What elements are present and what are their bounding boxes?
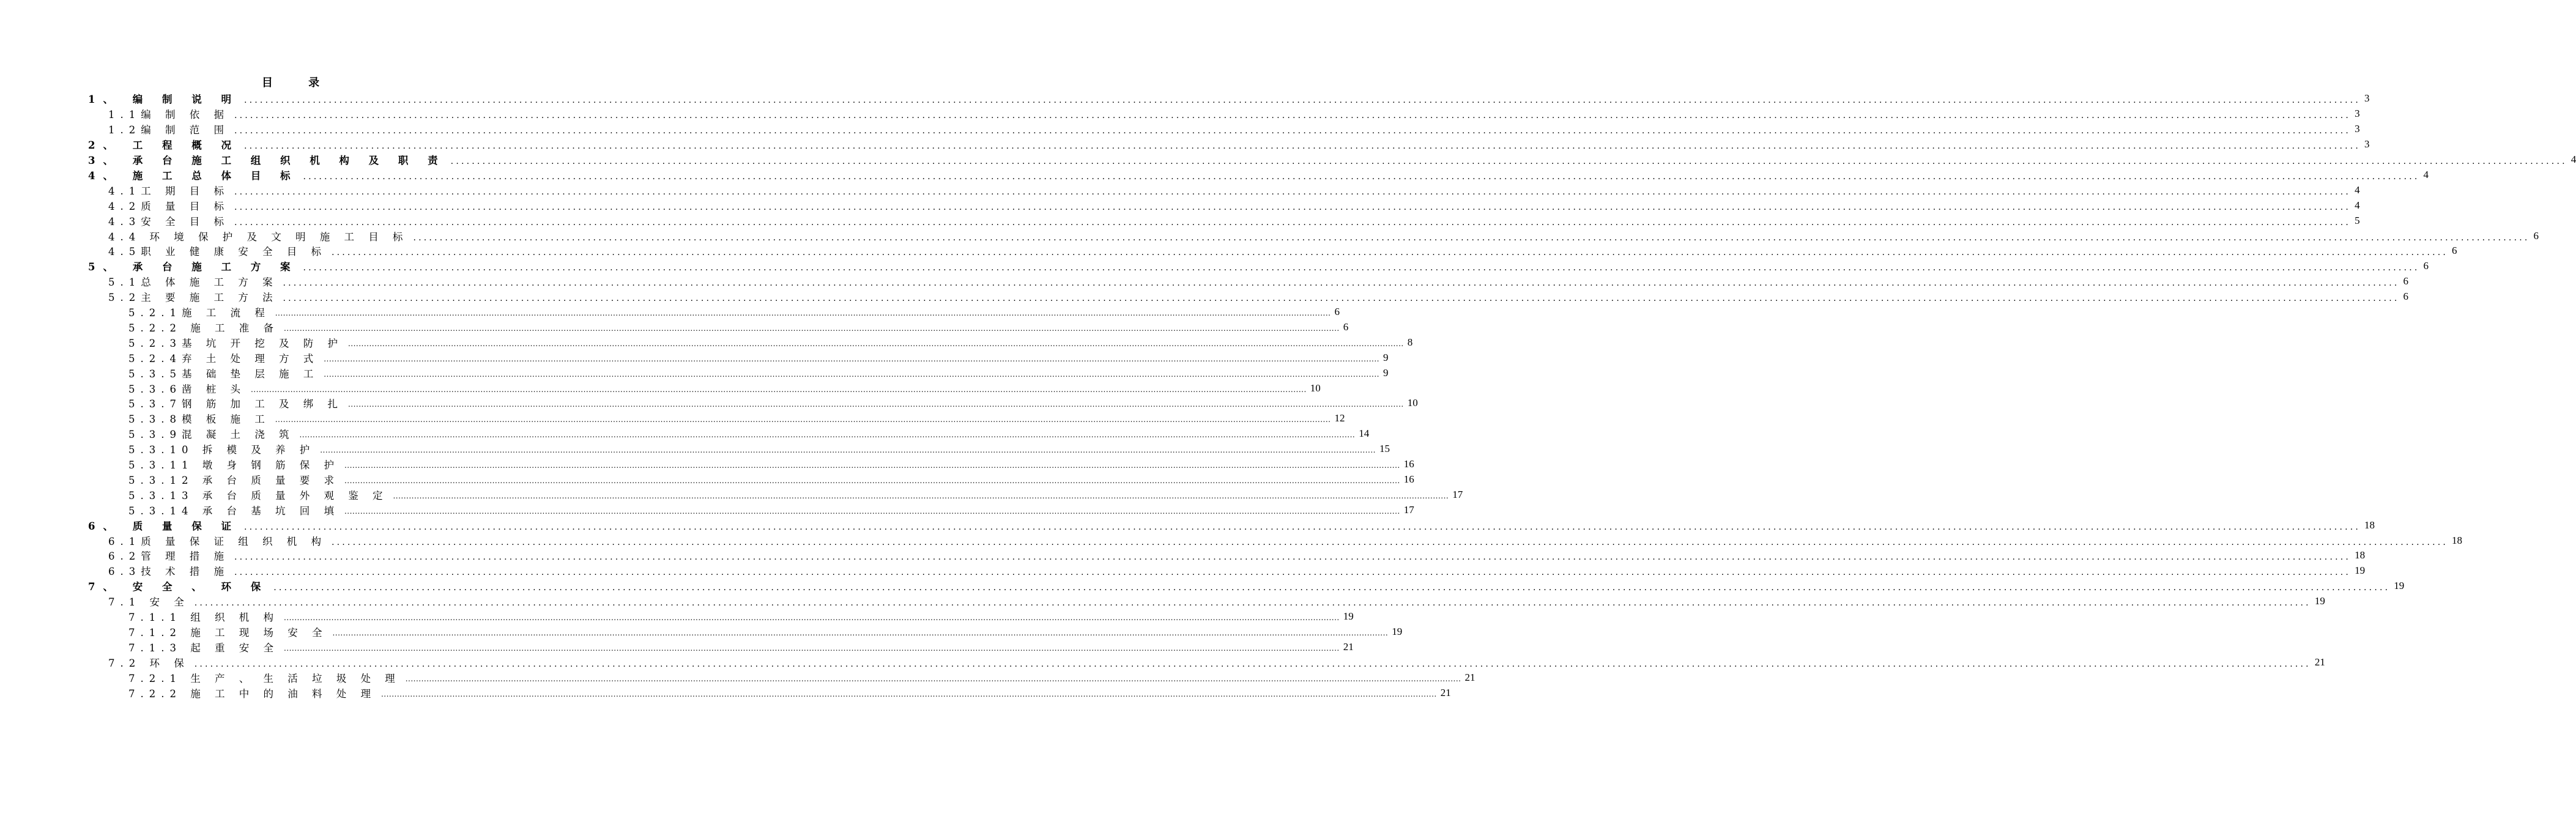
toc-entry[interactable] <box>108 533 2463 548</box>
toc-entry[interactable] <box>108 548 2366 563</box>
toc-entry-page-number: 6 <box>2452 245 2457 257</box>
toc-entry[interactable] <box>108 594 2325 609</box>
toc-entry[interactable] <box>108 243 2457 259</box>
toc-entry[interactable] <box>108 563 2366 579</box>
toc-entry[interactable] <box>108 228 2539 243</box>
toc-leader-dots: ................................................................................................................................................................................................................................................................................................................................................................................................................ <box>243 95 2361 106</box>
toc-entry[interactable] <box>128 305 1340 320</box>
toc-entry-label: 5.3.6凿 桩 头 <box>128 383 246 395</box>
toc-leader-dots: ................................................................................................................................................................................................................................................................................................................................................................................................................ <box>324 354 1379 363</box>
toc-entry-page-number: 3 <box>2364 92 2370 105</box>
toc-entry[interactable] <box>128 380 1321 396</box>
toc-entry-label: 4.5职 业 健 康 安 全 目 标 <box>108 246 327 258</box>
toc-entry-page-number: 4 <box>2423 168 2429 180</box>
toc-leader-dots: ................................................................................................................................................................................................................................................................................................................................................................................................................ <box>413 232 2530 243</box>
toc-entry[interactable] <box>128 609 1354 624</box>
toc-entry[interactable] <box>108 122 2360 137</box>
toc-entry-page-number: 12 <box>1334 412 1345 424</box>
toc-leader-dots: ................................................................................................................................................................................................................................................................................................................................................................................................................ <box>347 339 1404 348</box>
toc-entry-page-number: 21 <box>1440 686 1451 698</box>
toc-entry-label: 7.1.3 起 重 安 全 <box>128 642 279 654</box>
toc-entry-page-number: 9 <box>1383 366 1389 379</box>
toc-entry-page-number: 4 <box>2355 199 2360 211</box>
toc-entry[interactable] <box>128 639 1354 654</box>
toc-leader-dots: ................................................................................................................................................................................................................................................................................................................................................................................................................ <box>405 674 1461 683</box>
toc-entry[interactable] <box>88 259 2429 274</box>
toc-entry-page-number: 10 <box>1310 382 1321 394</box>
toc-entry-label: 3、 承 台 施 工 组 织 机 构 及 职 责 <box>88 155 446 167</box>
toc-entry-page-number: 3 <box>2364 138 2370 150</box>
toc-leader-dots: ................................................................................................................................................................................................................................................................................................................................................................................................................ <box>234 202 2351 212</box>
toc-entry-label: 5.3.13 承 台 质 量 外 观 鉴 定 <box>128 489 388 502</box>
toc-entry-label: 2、 工 程 概 况 <box>88 139 239 152</box>
toc-leader-dots: ................................................................................................................................................................................................................................................................................................................................................................................................................ <box>303 171 2420 182</box>
toc-entry-page-number: 21 <box>1464 671 1475 683</box>
toc-leader-dots: ................................................................................................................................................................................................................................................................................................................................................................................................................ <box>275 415 1331 424</box>
toc-leader-dots: ................................................................................................................................................................................................................................................................................................................................................................................................................ <box>283 294 2400 304</box>
toc-entry-label: 6.3技 术 措 施 <box>108 566 229 578</box>
toc-entry-page-number: 6 <box>1343 320 1349 333</box>
toc-entry-label: 1.1编 制 依 据 <box>108 109 229 121</box>
toc-entry-page-number: 5 <box>2355 214 2360 226</box>
toc-leader-dots: ................................................................................................................................................................................................................................................................................................................................................................................................................ <box>324 369 1379 379</box>
toc-entry[interactable] <box>128 472 1414 487</box>
toc-entry[interactable] <box>88 168 2429 183</box>
toc-leader-dots: ................................................................................................................................................................................................................................................................................................................................................................................................................ <box>275 309 1331 318</box>
toc-entry[interactable] <box>108 182 2360 198</box>
toc-entry[interactable] <box>128 502 1414 517</box>
toc-entry-page-number: 16 <box>1403 458 1414 470</box>
toc-entry-page-number: 16 <box>1403 473 1414 485</box>
toc-entry[interactable] <box>128 350 1389 365</box>
toc-entry-label: 4.3安 全 目 标 <box>108 215 229 228</box>
toc-entry-page-number: 21 <box>1343 640 1354 653</box>
toc-leader-dots: ................................................................................................................................................................................................................................................................................................................................................................................................................ <box>380 689 1437 698</box>
toc-leader-dots: ................................................................................................................................................................................................................................................................................................................................................................................................................ <box>344 506 1400 516</box>
toc-leader-dots: ................................................................................................................................................................................................................................................................................................................................................................................................................ <box>283 324 1340 333</box>
toc-leader-dots: ................................................................................................................................................................................................................................................................................................................................................................................................................ <box>320 446 1376 455</box>
toc-leader-dots: ................................................................................................................................................................................................................................................................................................................................................................................................................ <box>243 141 2361 152</box>
toc-entry-page-number: 3 <box>2355 123 2360 135</box>
toc-entry-page-number: 4 <box>2355 183 2360 196</box>
toc-entry-label: 7、 安 全 、 环 保 <box>88 581 269 593</box>
toc-entry-page-number: 19 <box>2355 565 2366 577</box>
toc-entry-page-number: 6 <box>2403 291 2409 303</box>
toc-entry-label: 7.2.2 施 工 中 的 油 料 处 理 <box>128 687 376 700</box>
toc-entry-label: 7.1.1 组 织 机 构 <box>128 612 279 624</box>
toc-entry-label: 1、 编 制 说 明 <box>88 94 239 106</box>
toc-leader-dots: ................................................................................................................................................................................................................................................................................................................................................................................................................ <box>273 583 2391 593</box>
toc-entry-label: 6.1质 量 保 证 组 织 机 构 <box>108 535 327 547</box>
toc-entry-label: 5.3.5基 础 垫 层 施 工 <box>128 368 319 380</box>
toc-entry-label: 7.2.1 生 产 、 生 活 垃 圾 处 理 <box>128 672 401 684</box>
toc-entry-page-number: 9 <box>1383 351 1389 363</box>
toc-entry[interactable] <box>88 137 2370 152</box>
toc-entry-label: 6、 质 量 保 证 <box>88 520 239 532</box>
toc-entry[interactable] <box>108 106 2360 122</box>
toc-entry[interactable] <box>128 365 1389 380</box>
toc-leader-dots: ................................................................................................................................................................................................................................................................................................................................................................................................................ <box>283 643 1340 653</box>
toc-entry[interactable] <box>128 442 1390 457</box>
toc-entry-label: 5.3.7钢 筋 加 工 及 绑 扎 <box>128 398 343 410</box>
toc-entry[interactable] <box>108 289 2409 305</box>
toc-entry-page-number: 19 <box>2314 595 2325 607</box>
toc-entry[interactable] <box>128 335 1413 350</box>
toc-entry-page-number: 19 <box>1343 610 1354 623</box>
toc-entry-page-number: 4 <box>2570 154 2576 166</box>
toc-entry-page-number: 21 <box>2314 656 2325 668</box>
toc-leader-dots: ................................................................................................................................................................................................................................................................................................................................................................................................................ <box>303 263 2420 273</box>
toc-entry-page-number: 19 <box>2394 580 2405 592</box>
toc-leader-dots: ................................................................................................................................................................................................................................................................................................................................................................................................................ <box>243 522 2361 532</box>
toc-entry-label: 5.1总 体 施 工 方 案 <box>108 276 278 289</box>
toc-entry[interactable] <box>108 654 2325 670</box>
toc-entry-label: 1.2编 制 范 围 <box>108 124 229 136</box>
toc-entry-label: 5.2.1施 工 流 程 <box>128 307 270 319</box>
toc-leader-dots: ................................................................................................................................................................................................................................................................................................................................................................................................................ <box>299 431 1356 440</box>
toc-leader-dots: ................................................................................................................................................................................................................................................................................................................................................................................................................ <box>347 400 1404 409</box>
toc-leader-dots: ................................................................................................................................................................................................................................................................................................................................................................................................................ <box>344 461 1400 470</box>
toc-leader-dots: ................................................................................................................................................................................................................................................................................................................................................................................................................ <box>331 248 2449 258</box>
toc-entry-label: 7.1 安 全 <box>108 596 190 609</box>
toc-leader-dots: ................................................................................................................................................................................................................................................................................................................................................................................................................ <box>234 187 2351 197</box>
toc-entry[interactable] <box>128 487 1463 502</box>
toc-entry-page-number: 15 <box>1379 443 1390 455</box>
toc-entry-label: 5.2主 要 施 工 方 法 <box>108 292 278 304</box>
toc-entry[interactable] <box>128 670 1475 685</box>
toc-entry-label: 5.2.3基 坑 开 挖 及 防 护 <box>128 337 343 349</box>
toc-entry-label: 5.3.14 承 台 基 坑 回 填 <box>128 505 340 517</box>
toc-entry-page-number: 3 <box>2355 108 2360 120</box>
toc-leader-dots: ................................................................................................................................................................................................................................................................................................................................................................................................................ <box>234 552 2351 563</box>
toc-entry-page-number: 18 <box>2355 549 2366 561</box>
toc-leader-dots: ................................................................................................................................................................................................................................................................................................................................................................................................................ <box>194 598 2311 609</box>
toc-entry[interactable] <box>128 320 1349 335</box>
toc-entry-label: 4.1工 期 目 标 <box>108 185 229 197</box>
toc-entry[interactable] <box>128 685 1451 700</box>
toc-leader-dots: ................................................................................................................................................................................................................................................................................................................................................................................................................ <box>344 476 1400 485</box>
toc-entry-page-number: 17 <box>1403 503 1414 516</box>
toc-leader-dots: ................................................................................................................................................................................................................................................................................................................................................................................................................ <box>234 217 2351 228</box>
toc-leader-dots: ................................................................................................................................................................................................................................................................................................................................................................................................................ <box>234 126 2351 136</box>
toc-leader-dots: ................................................................................................................................................................................................................................................................................................................................................................................................................ <box>332 628 1389 637</box>
toc-entry-label: 5.3.11 墩 身 钢 筋 保 护 <box>128 459 340 472</box>
toc-entry-page-number: 10 <box>1407 397 1418 409</box>
toc-entry[interactable] <box>108 274 2409 289</box>
toc-entry-page-number: 18 <box>2364 519 2375 531</box>
toc-leader-dots: ................................................................................................................................................................................................................................................................................................................................................................................................................ <box>393 491 1449 500</box>
toc-title: 目 录 <box>261 76 336 89</box>
toc-entry[interactable] <box>88 152 2576 168</box>
toc-entry-label: 4.2质 量 目 标 <box>108 200 229 212</box>
toc-leader-dots: ................................................................................................................................................................................................................................................................................................................................................................................................................ <box>194 659 2311 669</box>
toc-entry[interactable] <box>88 517 2375 533</box>
toc-entry-label: 5.2.4弃 土 处 理 方 式 <box>128 352 319 365</box>
toc-leader-dots: ................................................................................................................................................................................................................................................................................................................................................................................................................ <box>331 537 2449 547</box>
toc-leader-dots: ................................................................................................................................................................................................................................................................................................................................................................................................................ <box>450 157 2567 167</box>
toc-entry[interactable] <box>108 213 2360 228</box>
toc-entry-label: 5.2.2 施 工 准 备 <box>128 322 279 334</box>
toc-leader-dots: ................................................................................................................................................................................................................................................................................................................................................................................................................ <box>234 111 2351 121</box>
toc-entry-label: 5、 承 台 施 工 方 案 <box>88 261 299 273</box>
toc-entry-label: 4、 施 工 总 体 目 标 <box>88 169 299 182</box>
toc-entry-page-number: 6 <box>1334 306 1340 318</box>
toc-entry-label: 5.3.10 拆 模 及 养 护 <box>128 444 316 456</box>
toc-entry[interactable] <box>88 579 2405 594</box>
toc-entry-page-number: 8 <box>1407 336 1413 348</box>
toc-entry[interactable] <box>128 426 1370 442</box>
toc-entry-label: 4.4 环 境 保 护 及 文 明 施 工 目 标 <box>108 231 409 243</box>
toc-entry-page-number: 6 <box>2403 275 2409 287</box>
toc-leader-dots: ................................................................................................................................................................................................................................................................................................................................................................................................................ <box>250 385 1307 394</box>
toc-leader-dots: ................................................................................................................................................................................................................................................................................................................................................................................................................ <box>234 568 2351 578</box>
toc-entry-page-number: 6 <box>2533 229 2539 242</box>
toc-entry-page-number: 14 <box>1359 428 1370 440</box>
toc-entry-label: 7.1.2 施 工 现 场 安 全 <box>128 626 328 639</box>
toc-entry[interactable] <box>128 411 1345 426</box>
toc-entry-label: 5.3.12 承 台 质 量 要 求 <box>128 474 340 486</box>
toc-entry-page-number: 18 <box>2452 534 2463 546</box>
toc-entry[interactable] <box>88 91 2370 106</box>
toc-entry[interactable] <box>128 457 1414 472</box>
toc-leader-dots: ................................................................................................................................................................................................................................................................................................................................................................................................................ <box>283 613 1340 623</box>
toc-entry-page-number: 17 <box>1452 488 1463 500</box>
toc-entry[interactable] <box>108 198 2360 213</box>
toc-entry-label: 7.2 环 保 <box>108 657 190 669</box>
toc-entry-label: 5.3.8模 板 施 工 <box>128 413 270 426</box>
toc-entry[interactable] <box>128 624 1403 640</box>
toc-entry-label: 5.3.9混 凝 土 浇 筑 <box>128 429 295 441</box>
toc-entry-page-number: 19 <box>1392 625 1403 637</box>
toc-entry[interactable] <box>128 396 1418 411</box>
toc-leader-dots: ................................................................................................................................................................................................................................................................................................................................................................................................................ <box>283 278 2400 289</box>
toc-entry-page-number: 6 <box>2423 260 2429 272</box>
toc-entry-label: 6.2管 理 措 施 <box>108 550 229 563</box>
